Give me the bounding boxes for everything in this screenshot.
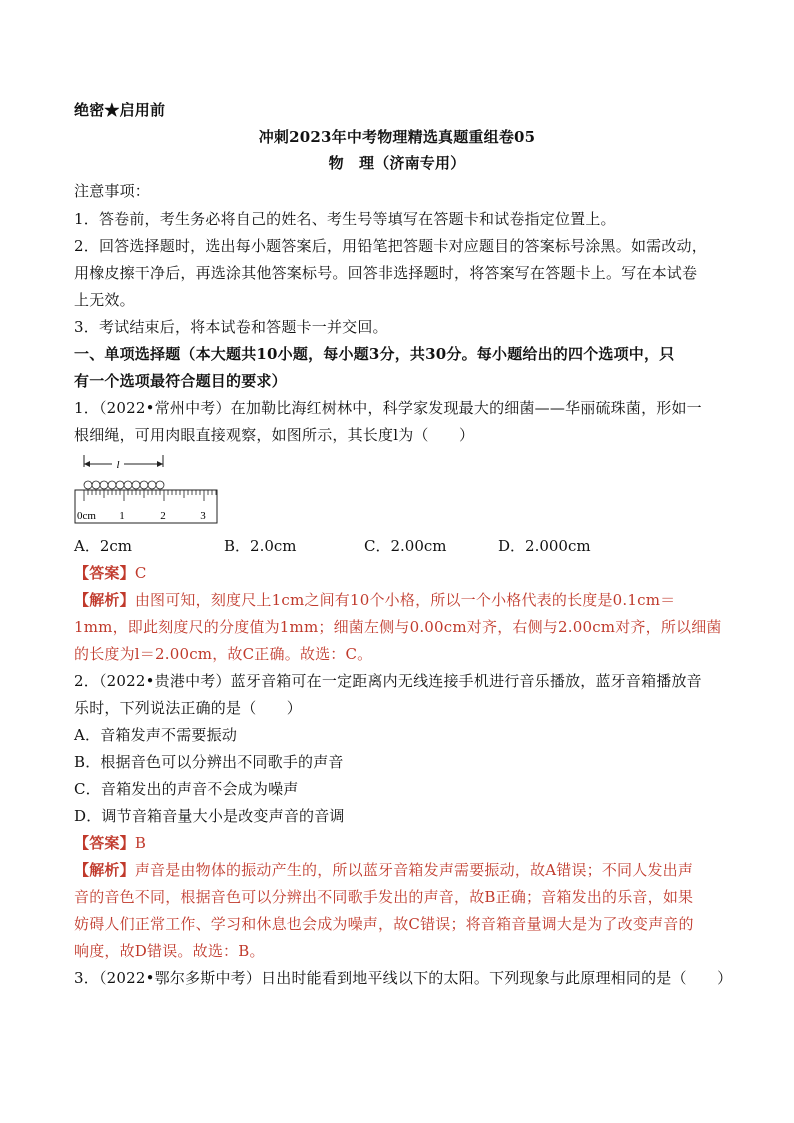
- note-line: 上无效。: [74, 291, 135, 309]
- q1-option-a: A．2cm: [74, 537, 133, 555]
- note-line: 3．考试结束后，将本试卷和答题卡一并交回。: [74, 318, 388, 336]
- q1-option-d: D．2.000cm: [498, 537, 591, 555]
- analysis-text: 由图可知，刻度尺上1cm之间有10个小格，所以一个小格代表的长度是0.1cm＝: [134, 591, 676, 609]
- q2-answer: [74, 833, 146, 853]
- ruler-figure: [74, 452, 224, 528]
- q2-option-d: D．调节音箱音量大小是改变声音的音调: [74, 807, 345, 825]
- q2-analysis: [74, 860, 693, 880]
- ruler-ticks: [84, 490, 216, 501]
- q2-analysis-cont: 音的音色不同，根据音色可以分辨出不同歌手发出的声音，故B正确；音箱发出的乐音，如果: [74, 888, 694, 906]
- q1-analysis: [74, 590, 675, 610]
- q2-analysis-cont: 响度，故D错误。故选：B。: [74, 942, 265, 960]
- note-line: 1．答卷前，考生务必将自己的姓名、考生号等填写在答题卡和试卷指定位置上。: [74, 210, 616, 228]
- answer-tag: 【答案】: [74, 564, 135, 582]
- notes-heading: 注意事项：: [74, 182, 151, 200]
- q2-option-c: C．音箱发出的声音不会成为噪声: [74, 780, 299, 798]
- q2-analysis-cont: 妨碍人们正常工作、学习和休息也会成为噪声，故C错误；将音箱音量调大是为了改变声音的: [74, 915, 694, 933]
- bacterium-bead: [124, 481, 132, 489]
- tick-label-1: 1: [119, 510, 125, 522]
- question-2-stem-cont: 乐时，下列说法正确的是（ ）: [74, 699, 303, 717]
- bacterium-bead: [140, 481, 148, 489]
- bacterium-bead: [108, 481, 116, 489]
- bacterium-chain: [84, 481, 164, 489]
- secret-label: 绝密★启用前: [74, 101, 166, 119]
- bacterium-bead: [148, 481, 156, 489]
- section-heading: 一、单项选择题（本大题共10小题，每小题3分，共30分。每小题给出的四个选项中，只: [74, 345, 675, 363]
- bacterium-bead: [100, 481, 108, 489]
- bacterium-bead: [84, 481, 92, 489]
- bacterium-bead: [132, 481, 140, 489]
- question-1-stem-cont: 根细绳，可用肉眼直接观察，如图所示，其长度l为（ ）: [74, 426, 475, 444]
- analysis-tag: 【解析】: [74, 861, 135, 879]
- q1-option-b: B．2.0cm: [224, 537, 297, 555]
- question-1-stem: 1．（2022•常州中考）在加勒比海红树林中，科学家发现最大的细菌——华丽硫珠菌，形如一: [74, 399, 702, 417]
- length-label: l: [116, 459, 120, 471]
- analysis-text: 声音是由物体的振动产生的，所以蓝牙音箱发声需要振动，故A错误；不同人发出声: [134, 861, 694, 879]
- note-line: 用橡皮擦干净后，再选涂其他答案标号。回答非选择题时，将答案写在答题卡上。写在本试卷: [74, 264, 698, 282]
- ruler-svg: [74, 452, 224, 524]
- tick-label-0: 0cm: [77, 510, 96, 522]
- q1-option-c: C．2.00cm: [364, 537, 447, 555]
- arrowhead-right: [157, 461, 163, 467]
- q2-option-b: B．根据音色可以分辨出不同歌手的声音: [74, 753, 344, 771]
- exam-subtitle: 物 理（济南专用）: [328, 154, 466, 172]
- question-3-stem: 3．（2022•鄂尔多斯中考）日出时能看到地平线以下的太阳。下列现象与此原理相同的是（ ）: [74, 969, 733, 987]
- tick-label-2: 2: [160, 510, 166, 522]
- analysis-tag: 【解析】: [74, 591, 135, 609]
- answer-tag: 【答案】: [74, 834, 135, 852]
- q1-answer: [74, 563, 147, 583]
- answer-value: B: [134, 834, 147, 852]
- q2-option-a: A．音箱发声不需要振动: [74, 726, 238, 744]
- bacterium-bead: [156, 481, 164, 489]
- arrowhead-left: [84, 461, 90, 467]
- q1-analysis-cont: 的长度为l＝2.00cm，故C正确。故选：C。: [74, 645, 373, 663]
- bacterium-bead: [116, 481, 124, 489]
- question-2-stem: 2．（2022•贵港中考）蓝牙音箱可在一定距离内无线连接手机进行音乐播放，蓝牙音箱播放音: [74, 672, 702, 690]
- exam-title: 冲刺2023年中考物理精选真题重组卷05: [258, 128, 536, 146]
- section-heading-cont: 有一个选项最符合题目的要求）: [74, 372, 287, 390]
- q1-analysis-cont: 1mm，即此刻度尺的分度值为1mm；细菌左侧与0.00cm对齐，右侧与2.00cm对齐，所以细菌: [74, 618, 722, 636]
- tick-label-3: 3: [200, 510, 206, 522]
- note-line: 2．回答选择题时，选出每小题答案后，用铅笔把答题卡对应题目的答案标号涂黑。如需改动，: [74, 237, 707, 255]
- bacterium-bead: [92, 481, 100, 489]
- answer-value: C: [134, 564, 147, 582]
